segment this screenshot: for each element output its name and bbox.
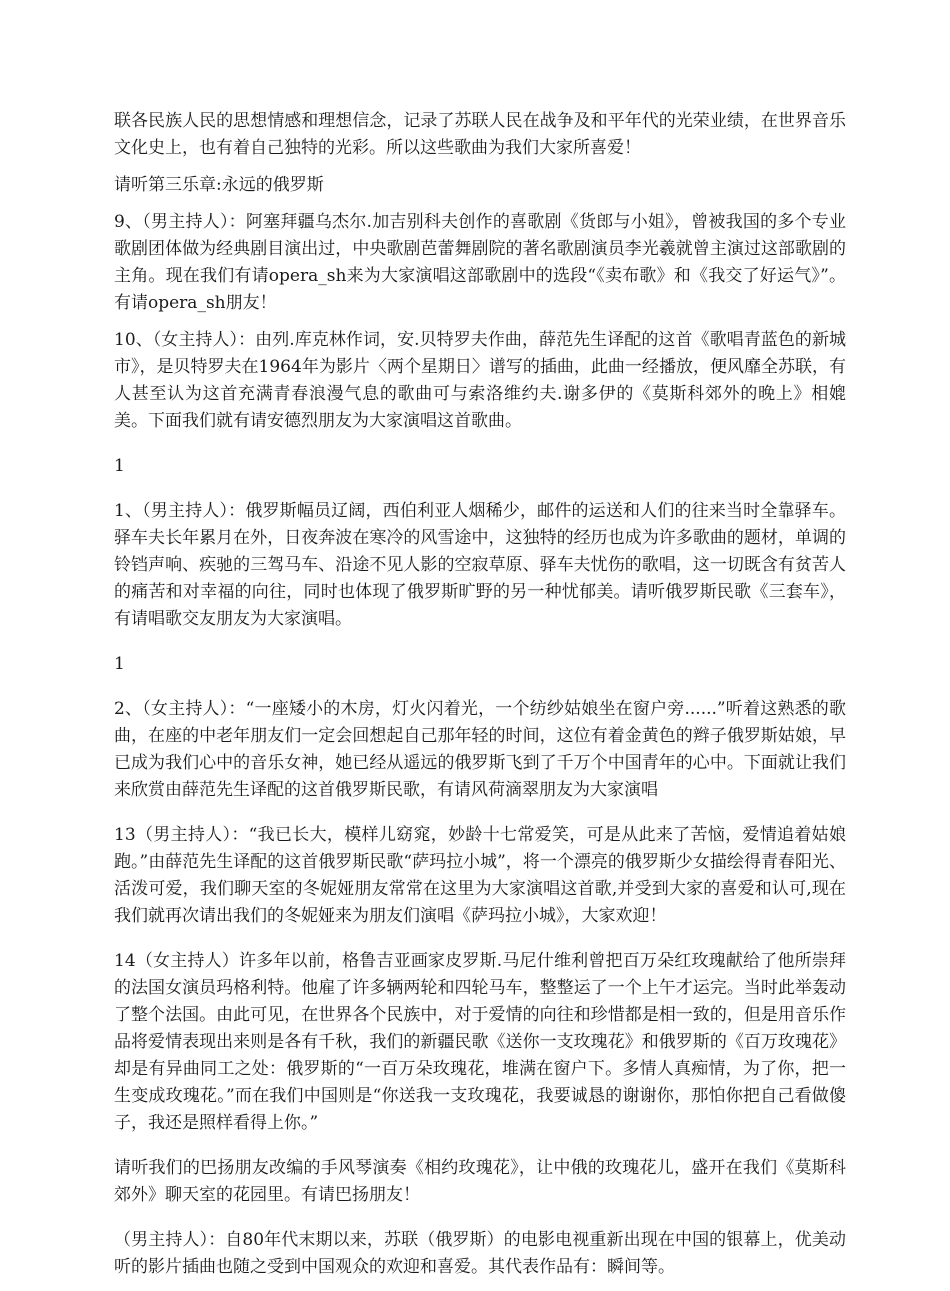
paragraph-male-host-film-songs: （男主持人）：自80年代末期以来，苏联（俄罗斯）的电影电视重新出现在中国的银幕上，优美动听的影片插曲也随之受到中国观众的欢迎和喜爱。其代表作品有：瞬间等。 bbox=[114, 1230, 846, 1277]
paragraph-item-14: 14（女主持人）许多年以前，格鲁吉亚画家皮罗斯.马尼什维利曾把百万朵红玫瑰献给了他所崇拜的法国女演员玛格利特。他雇了许多辆两轮和四轮马车，整整运了一个上午才运完。当时此举轰动了整个法国。由此可见，在世界各个民族中，对于爱情的向往和珍惜都是相一致的，但是用音乐作品将爱情表现出来则是各有千秋，我们的新疆民歌《送你一支玫瑰花》和俄罗斯的《百万玫瑰花》却是有异曲同工之处：俄罗斯的“一百万朵玫瑰花，堆满在窗户下。多情人真痴情，为了你，把一生变成玫瑰花。”而在我们中国则是“你送我一支玫瑰花，我要诚恳的谢谢你，那怕你把自己看做傻子，我还是照样看得上你。” bbox=[114, 951, 846, 1133]
paragraph-item-9: 9、（男主持人）：阿塞拜疆乌杰尔.加吉别科夫创作的喜歌剧《货郎与小姐》，曾被我国的多个专业歌剧团体做为经典剧目演出过，中央歌剧芭蕾舞剧院的著名歌剧演员李光羲就曾主演过这部歌剧的主角。现在我们有请opera_sh来为大家演唱这部歌剧中的选段“《卖布歌》和《我交了好运气》”。有请opera_sh朋友！ bbox=[114, 212, 846, 313]
paragraph-item-13: 13（男主持人）：“我已长大，模样儿窈窕，妙龄十七常爱笑，可是从此来了苦恼，爱情追着姑娘跑。”由薛范先生译配的这首俄罗斯民歌“萨玛拉小城”，将一个漂亮的俄罗斯少女描绘得青春阳光、活泼可爱，我们聊天室的冬妮娅朋友常常在这里为大家演唱这首歌,并受到大家的喜爱和认可,现在我们就再次请出我们的冬妮娅来为朋友们演唱《萨玛拉小城》，大家欢迎！ bbox=[114, 825, 846, 926]
section-heading-third-movement: 请听第三乐章:永远的俄罗斯 bbox=[114, 175, 324, 195]
paragraph-item-2: 2、（女主持人）：“一座矮小的木房，灯火闪着光，一个纺纱姑娘坐在窗户旁......”听着这熟悉的歌曲，在座的中老年朋友们一定会回想起自己那年轻的时间，这位有着金黄色的辫子俄罗斯姑娘，早已成为我们心中的音乐女神，她已经从遥远的俄罗斯飞到了千万个中国青年的心中。下面就让我们来欣赏由薛范先生译配的这首俄罗斯民歌，有请风荷滴翠朋友为大家演唱 bbox=[114, 699, 846, 800]
page-number: 1 bbox=[114, 654, 125, 674]
page-number: 1 bbox=[114, 456, 125, 476]
paragraph-item-1: 1、（男主持人）：俄罗斯幅员辽阔，西伯利亚人烟稀少，邮件的运送和人们的往来当时全靠驿车。驿车夫长年累月在外，日夜奔波在寒冷的风雪途中，这独特的经历也成为许多歌曲的题材，单调的铃铛声响、疾驰的三驾马车、沿途不见人影的空寂草原、驿车夫忧伤的歌唱，这一切既含有贫苦人的痛苦和对幸福的向往，同时也体现了俄罗斯旷野的另一种忧郁美。请听俄罗斯民歌《三套车》，有请唱歌交友朋友为大家演唱。 bbox=[114, 501, 846, 629]
paragraph-accordion-invitation: 请听我们的巴扬朋友改编的手风琴演奏《相约玫瑰花》，让中俄的玫瑰花儿，盛开在我们《莫斯科郊外》聊天室的花园里。有请巴扬朋友！ bbox=[114, 1158, 846, 1205]
paragraph-intro-continuation: 联各民族人民的思想情感和理想信念，记录了苏联人民在战争及和平年代的光荣业绩，在世界音乐文化史上，也有着自己独特的光彩。所以这些歌曲为我们大家所喜爱！ bbox=[114, 111, 846, 158]
document-body bbox=[114, 108, 846, 1291]
paragraph-item-10: 10、（女主持人）：由列.库克林作词，安.贝特罗夫作曲，薛范先生译配的这首《歌唱青蓝色的新城市》，是贝特罗夫在1964年为影片〈两个星期日〉谱写的插曲，此曲一经播放，便风靡全苏联，有人甚至认为这首充满青春浪漫气息的歌曲可与索洛维约夫.谢多伊的《莫斯科郊外的晚上》相媲美。下面我们就有请安德烈朋友为大家演唱这首歌曲。 bbox=[114, 330, 846, 431]
